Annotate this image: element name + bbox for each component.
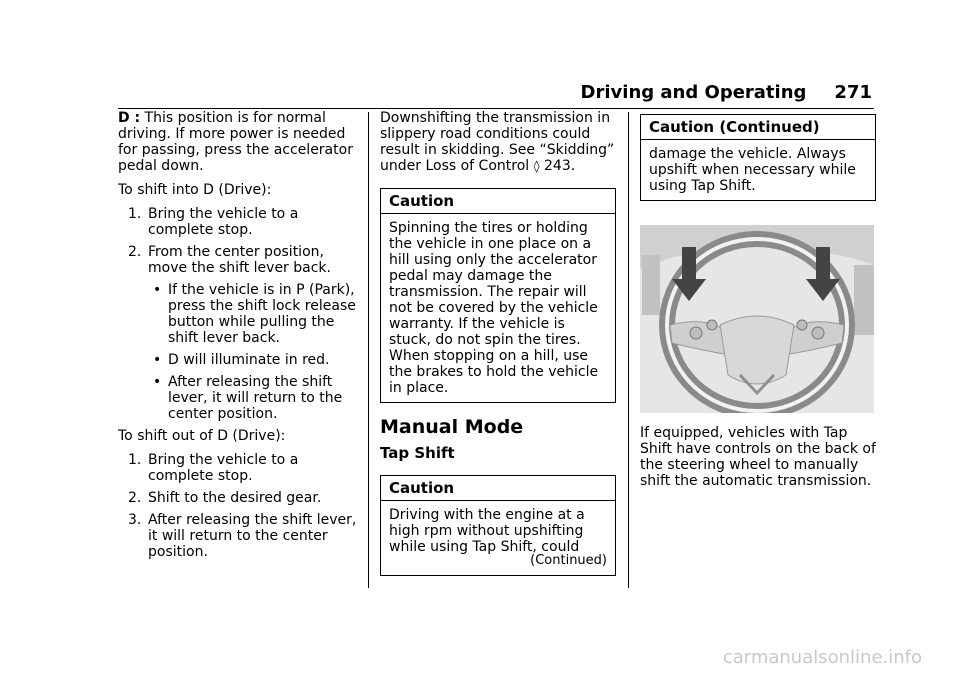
list-item xyxy=(118,452,358,484)
header-rule xyxy=(118,108,874,109)
caution-body: Spinning the tires or holding the vehicle in one place on a hill using only the accelerator pedal may damage the transmission. The repair will not be covered by the vehicle warranty. If the vehicle is stuck, do not spin the tires. When stopping on a hill, use the brakes to hold the vehicle in place. xyxy=(389,220,599,396)
bullet-item xyxy=(118,282,358,346)
page-reference-icon[interactable]: ◊ xyxy=(533,159,540,173)
section-heading: Manual Mode xyxy=(380,416,524,438)
bullet-icon: • xyxy=(153,352,162,368)
list-item xyxy=(118,512,358,560)
d-text: This position is for normal driving. If more power is needed for passing, press the accelerator pedal down. xyxy=(118,110,353,174)
d-label: D : xyxy=(118,110,141,126)
figure-caption: If equipped, vehicles with Tap Shift have controls on the back of the steering wheel to manually shift the automatic transmission. xyxy=(640,425,876,489)
downshift-text: Downshifting the transmission in slippery road conditions could result in skidding. See “Skidding” under Loss of Control xyxy=(380,110,615,174)
caution-box xyxy=(380,475,616,576)
list-item xyxy=(118,206,358,238)
column-1 xyxy=(118,110,358,566)
steering-wheel-illustration xyxy=(640,225,874,413)
bullet-icon: • xyxy=(153,282,162,298)
step-text: After releasing the shift lever, it will return to the center position. xyxy=(148,512,357,560)
caution-title: Caution xyxy=(381,476,615,501)
column-divider xyxy=(368,112,369,588)
list-item xyxy=(118,490,358,506)
steering-wheel-figure xyxy=(640,225,874,413)
bullet-text: After releasing the shift lever, it will return to the center position. xyxy=(168,374,343,422)
shift-out-label: To shift out of D (Drive): xyxy=(118,428,286,444)
column-3 xyxy=(640,110,876,497)
continued-label: (Continued) xyxy=(530,553,607,568)
step-number: 2. xyxy=(128,490,142,506)
watermark: carmanualsonline.info xyxy=(722,647,922,668)
caution-title: Caution (Continued) xyxy=(641,115,875,140)
list-item xyxy=(118,244,358,276)
step-text: From the center position, move the shift lever back. xyxy=(148,244,331,276)
column-divider xyxy=(628,112,629,588)
caution-body: damage the vehicle. Always upshift when necessary while using Tap Shift. xyxy=(649,146,856,194)
page-header xyxy=(581,82,872,103)
step-number: 2. xyxy=(128,244,142,260)
caution-title: Caution xyxy=(381,189,615,214)
subsection-heading: Tap Shift xyxy=(380,444,455,462)
bullet-text: If the vehicle is in P (Park), press the shift lock release button while pulling the shift lever back. xyxy=(168,282,356,346)
caution-text: Driving with the engine at a high rpm without upshifting while using Tap Shift, could xyxy=(389,507,585,555)
bullet-item xyxy=(118,352,358,368)
step-text: Bring the vehicle to a complete stop. xyxy=(148,206,299,238)
step-number: 3. xyxy=(128,512,142,528)
caution-box xyxy=(640,114,876,201)
section-title: Driving and Operating xyxy=(580,82,807,103)
step-text: Bring the vehicle to a complete stop. xyxy=(148,452,299,484)
shift-into-label: To shift into D (Drive): xyxy=(118,182,272,198)
step-number: 1. xyxy=(128,452,142,468)
caution-box xyxy=(380,188,616,403)
column-2 xyxy=(380,110,616,588)
d-paragraph xyxy=(118,110,358,174)
downshift-paragraph xyxy=(380,110,616,174)
step-number: 1. xyxy=(128,206,142,222)
bullet-icon: • xyxy=(153,374,162,390)
step-text: Shift to the desired gear. xyxy=(148,490,322,506)
caution-body xyxy=(381,501,615,575)
bullet-item xyxy=(118,374,358,422)
page-reference[interactable]: 243. xyxy=(544,158,576,174)
bullet-text: D will illuminate in red. xyxy=(168,352,330,368)
page-number: 271 xyxy=(834,82,872,103)
